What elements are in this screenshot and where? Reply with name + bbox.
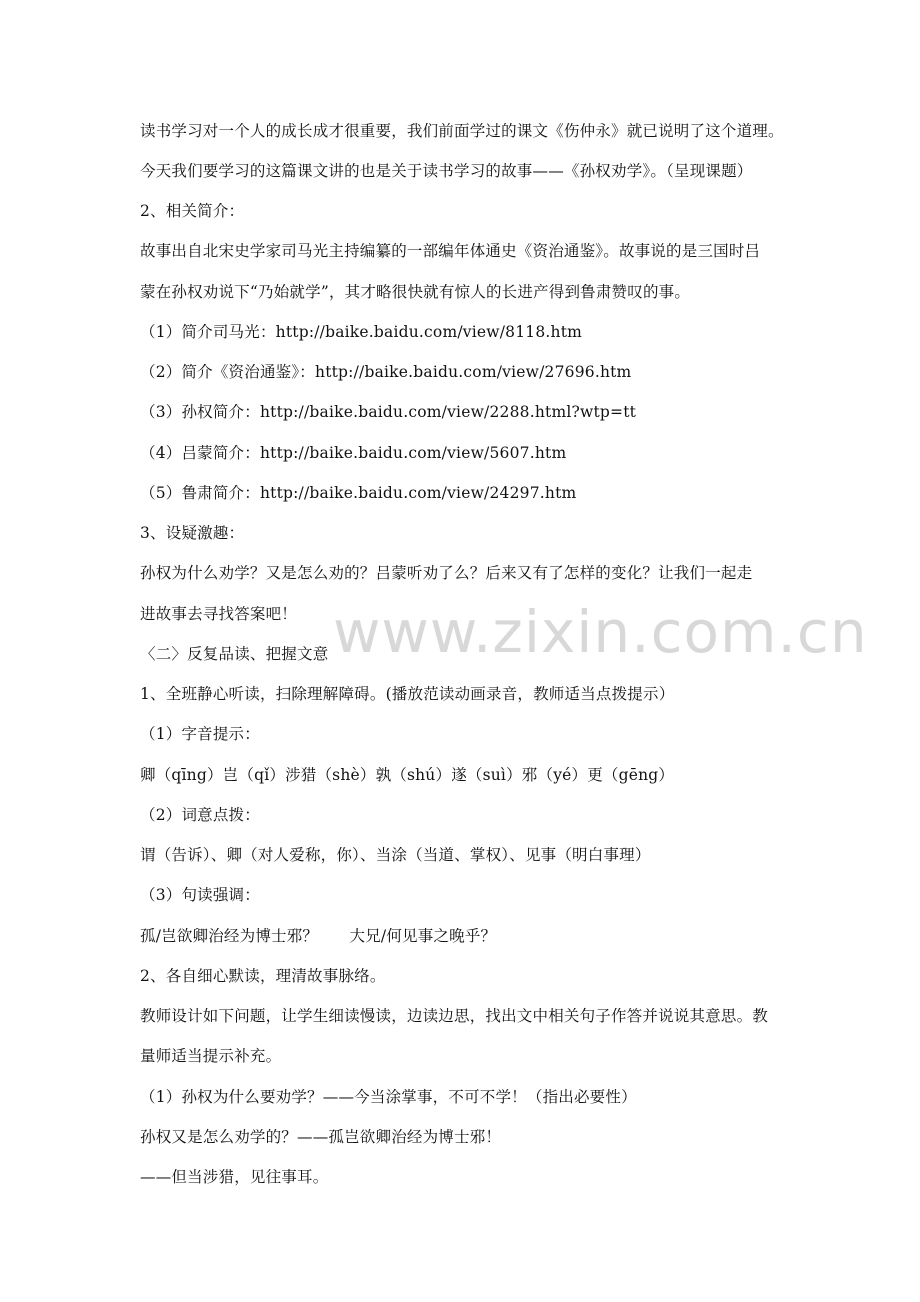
subheading: （1）字音提示： [140, 725, 260, 743]
paragraph-line: 孤/岂欲卿治经为博士邪？ 大兄/何见事之晚乎？ [140, 927, 497, 945]
subheading: （2）词意点拨： [140, 806, 260, 824]
link-line-lv-meng: （4）吕蒙简介：http://baike.baidu.com/view/5607.htm [140, 444, 567, 462]
paragraph-line: 蒙在孙权劝说下“乃始就学”，其才略很快就有惊人的长进产得到鲁肃赞叹的事。 [140, 283, 691, 301]
watermark: www.zixin.com.cn [333, 598, 868, 666]
section-heading: 〈二〉反复品读、把握文意 [140, 645, 329, 663]
paragraph-line: 教师设计如下问题，让学生细读慢读，边读边思，找出文中相关句子作答并说说其意思。教 [140, 1007, 769, 1025]
paragraph-line: 孙权又是怎么劝学的？——孤岂欲卿治经为博士邪！ [140, 1128, 502, 1146]
paragraph-line: （1）孙权为什么要劝学？——今当涂掌事，不可不学！（指出必要性） [140, 1088, 637, 1106]
pinyin-line: 卿（qīng）岂（qǐ）涉猎（shè）孰（shú）遂（suì）邪（yé）更（gēng） [140, 766, 675, 784]
subheading: （3）句读强调： [140, 886, 260, 904]
section-heading: 2、各自细心默读，理清故事脉络。 [140, 967, 386, 985]
paragraph-line: 今天我们要学习的这篇课文讲的也是关于读书学习的故事——《孙权劝学》。（呈现课题） [140, 162, 753, 180]
paragraph-line: 谓（告诉）、卿（对人爱称，你）、当涂（当道、掌权）、见事（明白事理） [140, 846, 651, 864]
section-heading: 2、相关简介： [140, 202, 245, 220]
paragraph-line: 1、全班静心听读，扫除理解障碍。(播放范读动画录音，教师适当点拨提示） [140, 685, 675, 703]
paragraph-line: 孙权为什么劝学？又是怎么劝的？吕蒙听劝了么？后来又有了怎样的变化？让我们一起走 [140, 564, 753, 582]
paragraph-line: 量师适当提示补充。 [140, 1047, 282, 1065]
section-heading: 3、设疑激趣： [140, 524, 245, 542]
paragraph-line: 故事出自北宋史学家司马光主持编纂的一部编年体通史《资治通鉴》。故事说的是三国时吕 [140, 242, 761, 260]
link-line-lu-su: （5）鲁肃简介：http://baike.baidu.com/view/24297.htm [140, 484, 577, 502]
link-line-sima-guang: （1）简介司马光：http://baike.baidu.com/view/8118.htm [140, 323, 583, 341]
paragraph-line: 进故事去寻找答案吧！ [140, 605, 298, 623]
link-line-sun-quan: （3）孙权简介：http://baike.baidu.com/view/2288.html?wtp=tt [140, 403, 637, 421]
paragraph-line: ——但当涉猎，见往事耳。 [140, 1168, 329, 1186]
link-line-zizhi-tongjian: （2）简介《资治通鉴》：http://baike.baidu.com/view/27696.htm [140, 363, 632, 381]
paragraph-line: 读书学习对一个人的成长成才很重要，我们前面学过的课文《伤仲永》就已说明了这个道理。 [140, 122, 784, 140]
